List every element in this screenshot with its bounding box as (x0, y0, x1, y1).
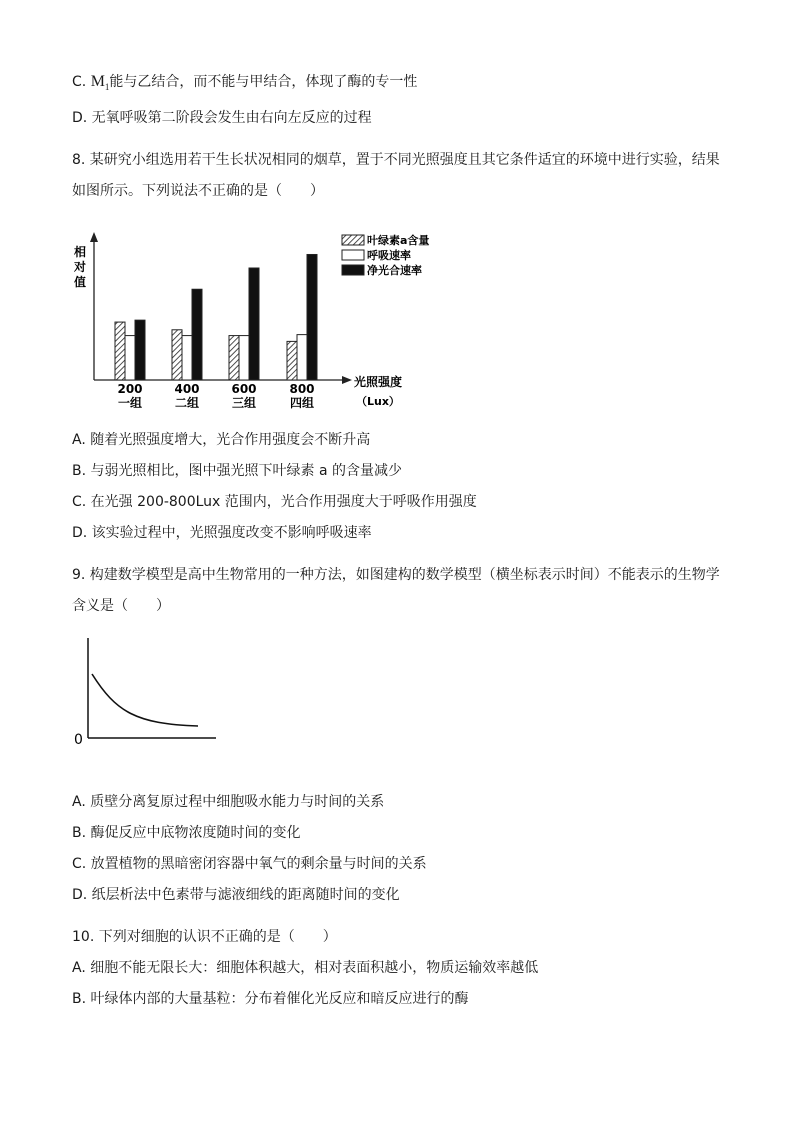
q8-stem-line2: 如图所示。下列说法不正确的是（ ） (72, 183, 324, 199)
bar-chlorophyll-600 (229, 336, 239, 380)
bar-respiration-600 (239, 336, 249, 380)
q7-option-d: D. 无氧呼吸第二阶段会发生由右向左反应的过程 (72, 110, 372, 126)
y-axis-arrow (90, 232, 98, 242)
group-label-3: 三组 (231, 396, 257, 410)
q8-option-b: B. 与弱光照相比，图中强光照下叶绿素 a 的含量减少 (72, 463, 402, 479)
bar-respiration-200 (125, 336, 135, 380)
x-axis-label: 光照强度 (354, 375, 403, 389)
q9-option-a: A. 质壁分离复原过程中细胞吸水能力与时间的关系 (72, 794, 385, 810)
bar-net-photosynthesis-200 (135, 320, 145, 380)
q10-option-b: B. 叶绿体内部的大量基粒：分布着催化光反应和暗反应进行的酶 (72, 991, 469, 1007)
q8-option-a: A. 随着光照强度增大，光合作用强度会不断升高 (72, 432, 371, 448)
legend (342, 233, 429, 277)
decay-curve (92, 674, 198, 726)
origin-label: 0 (74, 732, 83, 748)
q9-stem-line1: 9. 构建数学模型是高中生物常用的一种方法，如图建构的数学模型（横坐标表示时间）不能表示的生物学 (72, 567, 720, 583)
legend-label-respiration: 呼吸速率 (367, 249, 411, 262)
x-tick-label-600: 600 (231, 382, 257, 396)
group-label-2: 二组 (174, 396, 200, 410)
x-tick-label-200: 200 (117, 382, 143, 396)
x-tick-label-400: 400 (174, 382, 200, 396)
q9-option-b: B. 酶促反应中底物浓度随时间的变化 (72, 825, 301, 841)
q8-option-d: D. 该实验过程中，光照强度改变不影响呼吸速率 (72, 525, 372, 541)
q10-option-a: A. 细胞不能无限长大：细胞体积越大，相对表面积越小，物质运输效率越低 (72, 960, 539, 976)
bar-chlorophyll-400 (172, 330, 182, 380)
bar-net-photosynthesis-400 (192, 289, 202, 380)
group-label-1: 一组 (117, 396, 143, 410)
q8-bar-chart (66, 226, 456, 416)
bar-chlorophyll-800 (287, 341, 297, 380)
legend-swatch-net-photosynthesis (342, 265, 364, 275)
m1-symbol: $M_1$ (90, 73, 110, 93)
legend-swatch-respiration (342, 250, 364, 260)
bar-net-photosynthesis-600 (249, 268, 259, 380)
legend-label-net-photosynthesis: 净光合速率 (367, 264, 422, 277)
bar-respiration-400 (182, 336, 192, 380)
q9-curve-graph (68, 632, 228, 752)
q9-option-c: C. 放置植物的黑暗密闭容器中氧气的剩余量与时间的关系 (72, 856, 427, 872)
x-axis-arrow (342, 376, 352, 384)
x-axis-unit: （Lux） (356, 395, 400, 408)
legend-label-chlorophyll: 叶绿素a含量 (367, 234, 430, 247)
q10-stem: 10. 下列对细胞的认识不正确的是（ ） (72, 929, 337, 945)
q9-stem-line2: 含义是（ ） (72, 598, 170, 614)
q8-stem-line1: 8. 某研究小组选用若干生长状况相同的烟草，置于不同光照强度且其它条件适宜的环境中进行实验，结果 (72, 152, 720, 168)
bar-respiration-800 (297, 335, 307, 380)
q9-option-d: D. 纸层析法中色素带与滤液细线的距离随时间的变化 (72, 887, 400, 903)
y-axis-label: 相对值 (74, 245, 87, 289)
q7-option-c: C. $M_1$能与乙结合，而不能与甲结合，体现了酶的专一性 (72, 73, 418, 93)
group-label-4: 四组 (289, 396, 315, 410)
legend-swatch-chlorophyll (342, 235, 364, 245)
bar-net-photosynthesis-800 (307, 254, 317, 380)
bar-chlorophyll-200 (115, 322, 125, 380)
q8-option-c: C. 在光强 200-800Lux 范围内，光合作用强度大于呼吸作用强度 (72, 494, 477, 510)
x-tick-label-800: 800 (289, 382, 315, 396)
